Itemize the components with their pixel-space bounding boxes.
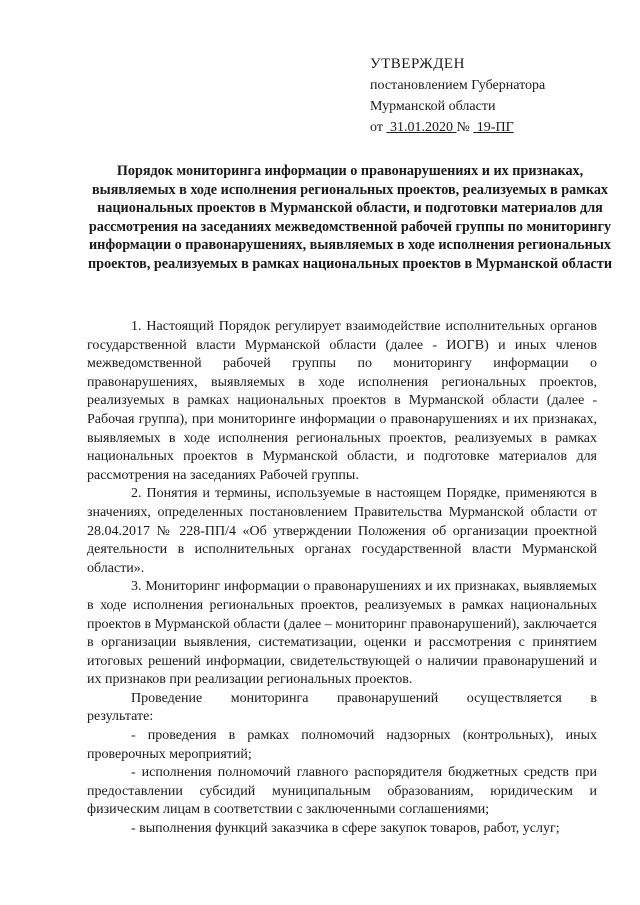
approval-number: 19-ПГ — [476, 120, 514, 135]
paragraph-4-word: в — [590, 690, 597, 706]
approval-stamp — [370, 54, 545, 138]
document-body — [87, 318, 597, 839]
paragraph-4-word: осуществляется — [466, 690, 562, 706]
approval-date: 31.01.2020 — [389, 120, 453, 135]
approval-heading: УТВЕРЖДЕН — [370, 56, 465, 72]
list-item: - выполнения функций заказчика в сфере закупок товаров, работ, услуг; — [131, 821, 560, 837]
paragraph-3: 3. Мониторинг информации о правонарушениях и их признаках, выявляемых в ходе исполнения региональных проектов, реализуемых в рамках национальных проектов в Мурманской области (далее – мониторинг правонарушений), заключается в организации выявления, систематизации, оценки и рассмотрения с принятием итоговых решений информации, свидетельствующей о наличии правонарушений и их признаков при реализации региональных проектов. — [87, 579, 597, 688]
list-item: - исполнения полномочий главного распорядителя бюджетных средств при предоставлении субсидий муниципальным образованиям, юридическим и физическим лицам в соответствии с заключенными соглашениями; — [87, 765, 597, 818]
approval-date-line — [370, 117, 545, 138]
paragraph-4-end: результате: — [87, 709, 154, 725]
paragraph-4-word: Проведение — [131, 690, 203, 706]
paragraph-1: 1. Настоящий Порядок регулирует взаимодействие исполнительных органов государственной власти Мурманской области (далее - ИОГВ) и иных членов межведомственной рабочей группы по мониторингу информации о правонарушениях, выявляемых в ходе исполнения региональных проектов, реализуемых в рамках национальных проектов в Мурманской области (далее - Рабочая группа), при мониторинге информации о правонарушениях и их признаках, выявляемых в ходе исполнения региональных проектов, реализуемых в рамках национальных проектов в Мурманской области, и подготовке материалов для рассмотрения на заседаниях Рабочей группы. — [87, 319, 597, 483]
document-title: Порядок мониторинга информации о правонарушениях и их признаках, выявляемых в ходе исполнения региональных проектов, реализуемых в рамках национальных проектов в Мурманской области, и подготовки материалов для рассмотрения на заседаниях межведомственной рабочей группы по мониторингу информации о правонарушениях, выявляемых в ходе исполнения региональных проектов, реализуемых в рамках национальных проектов в Мурманской области — [88, 163, 612, 272]
list-item: - проведения в рамках полномочий надзорных (контрольных), иных проверочных мероприятий; — [87, 728, 597, 762]
approval-line-1: постановлением Губернатора — [370, 78, 546, 93]
approval-number-sign: № — [456, 120, 470, 135]
paragraph-4-word: мониторинга — [230, 690, 309, 706]
paragraph-4-word: правонарушений — [336, 690, 439, 706]
approval-line-2: Мурманской области — [370, 99, 496, 114]
paragraph-2: 2. Понятия и термины, используемые в настоящем Порядке, применяются в значениях, определенных постановлением Правительства Мурманской области от 28.04.2017 № 228-ПП/4 «Об утверждении Положения об организации проектной деятельности в исполнительных органах государственной власти Мурманской области». — [87, 486, 597, 576]
paragraph-4-line — [87, 690, 597, 709]
approval-date-prefix: от — [370, 120, 383, 135]
